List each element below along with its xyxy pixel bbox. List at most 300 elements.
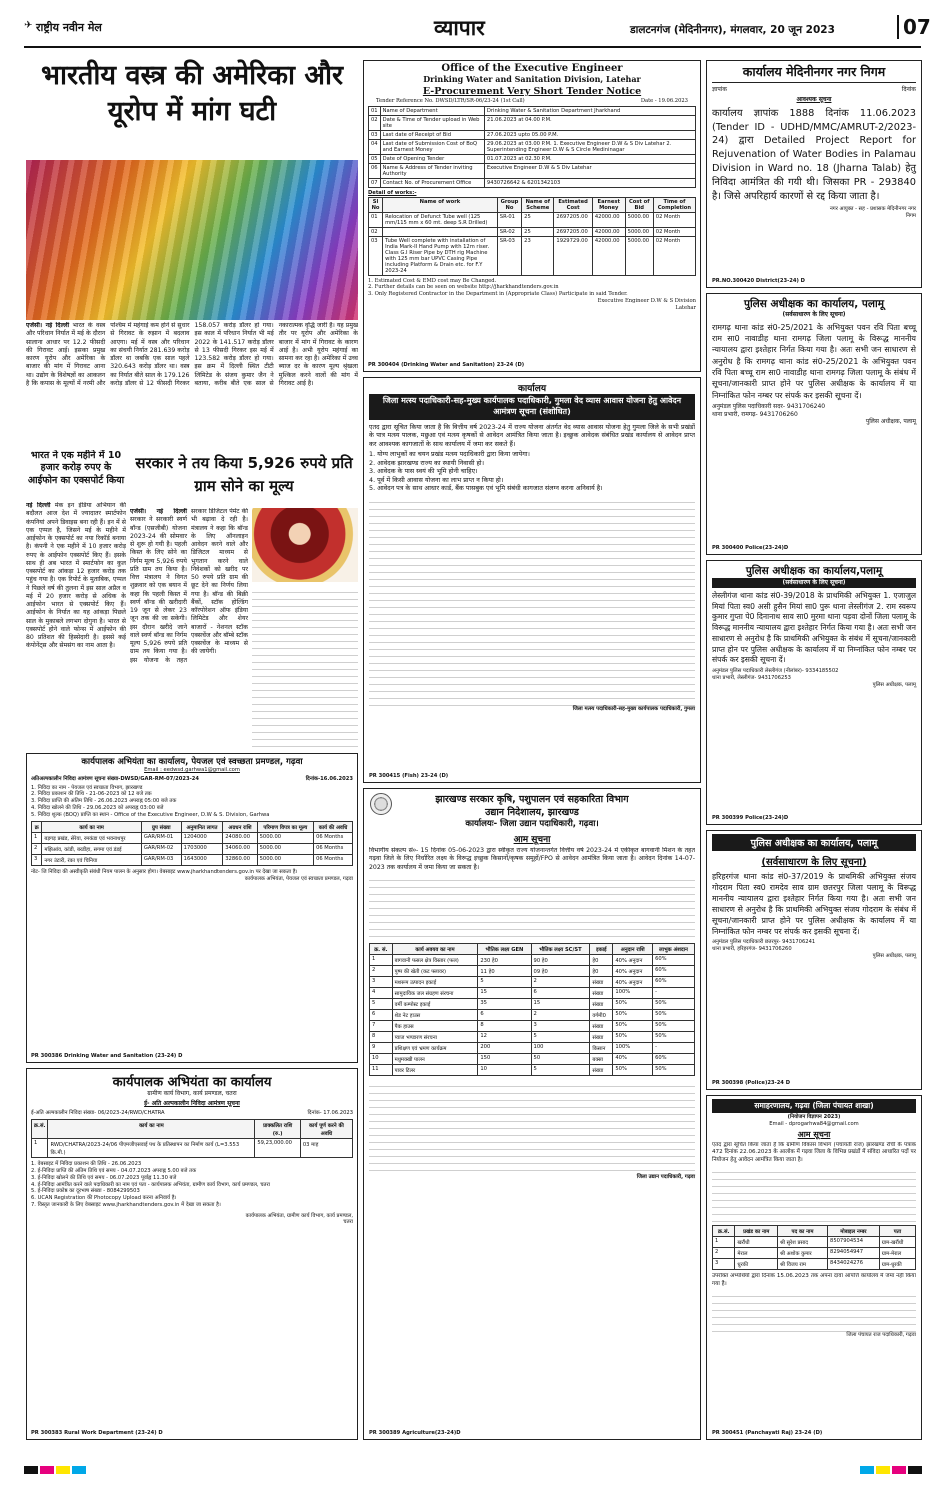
table-cell: 11 हे0 [478,965,531,976]
table-cell: 42000.00 [592,236,625,275]
table-header-cell: इकाई [590,943,613,954]
police1-body: रामगढ़ थाना कांड सं0-25/2021 के अभियुक्त पवन रवि पिता बच्चू राम सा0 नावाडीह थाना रामगढ़ जिला पलामू के विरूद्ध माननीय न्यायालय द्वारा इश्तेहार निर्गत किया गया है। अतः सभी जन साधारण से अनुरोध है कि रामगढ़ थाना कांड सं0-25/2021 के अभियुक्त पवन रवि पिता बच्चू राम सा0 नावाडीह थाना रामगढ़ जिला पलामू के संबंध में सूचना/जानकारी प्राप्त होने पर पुलिस अधीक्षक के कार्यालय में या निम्नांकित फोन नम्बर पर संपर्क कर इसकी सूचना दें। [712,322,916,400]
table-cell: 5 [370,998,393,1009]
sam-pr: PR 300451 (Panchayati Raj) 23-24 (D) [712,1430,823,1437]
table-cell: 5000.00 [625,227,653,236]
table-cell: मधुमक्खी पालन [392,1053,478,1064]
table-cell: 59,23,000.00 [255,1139,301,1158]
list-item: 4. पूर्व में किसी आवास योजना का लाभ प्राप्त न किया हो। [369,475,504,484]
latehar-signature: Executive Engineer D.W & S Division Latehar [597,297,696,311]
table-header-cell: पद का नाम [778,1226,828,1237]
garhwa-table [31,821,353,866]
table-cell: 34060.00 [223,844,257,855]
paper-name: राष्ट्रीय नवीन मेल [36,21,102,34]
table-cell: 60% [653,954,695,965]
table-row [370,1009,695,1020]
horti-pr: PR 300389 Agriculture(23-24)D [369,1430,461,1437]
table-cell: 40% अनुदान [613,965,653,976]
chatra-ref: ई-अति अल्पकालीन निविदा संख्या- 06/2023-24/RWD/CHATRA [31,1109,165,1116]
horti-notice-label: आम सूचना [513,835,551,845]
info-row [369,130,696,139]
chatra-pr: PR 300383 Rural Work Department (23-24) D [31,1430,163,1437]
nagar-nigam-notice [706,60,922,288]
table-header-row [370,943,695,954]
table-cell: 60% [653,976,695,987]
horti-signature: जिला उद्यान पदाधिकारी, गढ़वा [636,1173,695,1180]
list-item: 3. आवेदक के पास स्वयं की भूमि होनी चाहिए। [369,467,478,476]
table-cell: धुरकी [735,1259,778,1270]
info-row [369,154,696,163]
article3-body-left [130,508,248,748]
registration-mark-black-right [908,1466,922,1474]
list-item: 6. UCAN Registration की Photocopy Upload करना अनिवार्य है। [31,1195,177,1202]
table-cell: Relocation of Defunct Tube well (125 mm/115 mm x 60 mt. deep S.R Drilled) [383,212,498,227]
table-cell: 40% अनुदान [613,976,653,987]
registration-mark-cyan-right [860,1466,874,1474]
table-row [370,1020,695,1031]
tender-chatra [26,1068,358,1440]
table-header-cell: Sl No [369,197,383,212]
table-cell: 150 [478,1053,531,1064]
table-cell: 09 हे0 [531,965,590,976]
table-header-cell: क्र [32,822,42,833]
table-cell: 50% [613,1064,653,1075]
sam-signature: जिला पंचायत राज पदाधिकारी, गढ़वा [846,1332,916,1339]
police3-title: पुलिस अधीक्षक का कार्यालय, पलामू [712,834,916,851]
police2-signature: पुलिस अधीक्षक, पलामू [872,681,916,688]
list-item: 3. Only Registered Contractor in the Department in (Appropriate Class) Participate in said Tender. [368,291,628,297]
table-cell: 8 [370,1031,393,1042]
table-cell: Last date of Submission Cost of BoQ and Earnest Money [380,139,484,154]
table-cell: 3 [32,855,42,866]
table-cell: 15 [478,987,531,998]
table-cell: 230 हे0 [478,954,531,965]
samaharnalay-notice [706,1095,922,1440]
table-cell: 50% [653,998,695,1009]
garhwa-title: अतिअल्पकालीन निविदा आमंत्रण सूचना संख्या-DWSD/GAR-RM-07/2023-24 [31,775,199,782]
table-cell: 5 [478,976,531,987]
table-cell: 1703000 [181,844,223,855]
table-cell: 50 [531,1053,590,1064]
nigam-date-label: दिनांक [901,86,916,93]
table-header-cell: कार्य का नाम [42,822,141,833]
table-header-cell: लाभुक अंशदान [653,943,695,954]
fisheries-title: जिला मत्स्य पदाधिकारी-सह-मुख्य कार्यपालक पदाधिकारी, गुमला वेद व्यास आवास योजना हेतु आवेदन आमंत्रण सूचना (संशोधित) [369,394,695,420]
table-cell: 5000.00 [625,236,653,275]
tender-garhwa [26,753,358,1063]
police2-body: लेस्लीगंज थाना कांड सं0-39/2018 के प्राथमिकी अभियुक्त 1. एजाजुल मियां पिता स्व0 असी हुसैन मियां सा0 पुरू थाना लेस्लीगंज 2. राम स्वरूप कुमार गुप्ता पे0 दिनानाथ साव सा0 मुरमा थाना पड़वा दोनों जिला पलामू के विरूद्ध माननीय न्यायालय द्वारा इश्तेहार निर्गत किया गया है। अतः सभी जन साधारण से अनुरोध है कि प्राथमिकी अभियुक्त के संबंध में सूचना/जानकारी प्राप्त होन पर पुलिस अधीक्षक के कार्यालय में या निम्नांकित फोन नम्बर पर संपर्क कर इसकी सूचना दें। [712,590,916,665]
table-cell: Name & Address of Tender inviting Authority [380,163,484,178]
table-cell: 05 [369,154,381,163]
table-cell: 12 [478,1031,531,1042]
table-cell: 29.06.2023 at 03.00 P.M. 1. Executive Engineer D.W & S Div Latehar 2. Superintending Engineer D.W & S Circle Medininagar [484,139,695,154]
table-cell: नगर उंटारी, रंका एवं चिनिया [42,855,141,866]
latehar-info-table [368,106,696,188]
table-cell: 6 [370,1009,393,1020]
article3-text: सरकार ने सरकारी स्वर्ण बॉन्ड (एसजीबी) योजना 2023-24 की सोमवार से शुरू हो गयी है। पहली किस्त के लिए सोने का निर्गम मूल्य 5,926 रुपये प्रति ग्राम तय किया है। वित्त मंत्रालय ने विगत शुक्रवार को एक बयान में कहा कि पहली किस्त में स्वर्ण बॉन्ड की खरीदारी 19 जून से लेकर 23 जून तक की जा सकेगी। इस दौरान खरीदे जाने वाले स्वर्ण बॉन्ड का निर्गम मूल्य 5,926 रुपये प्रति ग्राम तय किया गया है। इस योजना के तहत सरकार डिजिटल पेमेंट की भी बढ़ावा दे रही है। मंत्रालय ने कहा कि बॉन्ड के लिए ऑनलाइन आवेदन करने वाले और डिजिटल माध्यम से भुगतान करने वाले निवेशकों को खरीद पर 50 रुपये प्रति ग्राम की छूट देने का निर्णय लिया गया है। बॉन्ड की बिक्री बैंकों, स्टॉक होल्डिंग कॉरपोरेशन ऑफ इंडिया लिमिटेड और शेयर बाजारों - नेशनल स्टॉक एक्सचेंज और बॉम्बे स्टॉक एक्सचेंज के माध्यम से की जायेगी। [130,508,248,664]
table-cell: श्री विजय राम [778,1259,828,1270]
chatra-dept: ग्रामीण कार्य विभाग, कार्य प्रमण्डल, चतरा [147,1090,237,1097]
article3-body-right [252,586,358,748]
horti-directorate: उद्यान निदेशालय, झारखण्ड [485,807,579,818]
list-item: 3. ई-निविदा खोलने की तिथि एवं समय - 06.07.2023 पूर्वाह्न 11.30 बजे [31,1174,177,1181]
chatra-title: ई- अति अल्पकालीन निविदा आमंत्रण सूचना [144,1099,240,1107]
table-cell: 27.06.2023 upto 05.00 P.M. [484,130,695,139]
table-cell: ग्राम-धुरकी [879,1259,915,1270]
table-header-cell: परिमाण विपत्र का मूल्य [257,822,313,833]
list-item: 1. Estimated Cost & EMD cost may Be Changed. [368,277,497,284]
registration-mark-yellow-left [56,1466,70,1474]
police-notice-2 [706,560,922,825]
table-cell: 9 [370,1042,393,1053]
table-cell: Executive Engineer D.W & S Div Latehar [484,163,695,178]
table-cell: वर्मी कम्पोस्ट इकाई [392,998,478,1009]
table-cell: 3 [713,1259,735,1270]
police2-subtitle: (सर्वसाधारण के लिए सूचना) [712,578,916,588]
nigam-pr: PR.NO.300420 District(23-24) D [712,278,805,285]
table-cell: 35 [478,998,531,1009]
garhwa-date: दिनांक-16.06.2023 [305,775,353,782]
table-header-cell: Name of work [383,197,498,212]
table-header-cell: Time of Completion [653,197,695,212]
table-cell: 15 [531,998,590,1009]
table-cell: 8 [478,1020,531,1031]
table-cell: 06 [369,163,381,178]
table-cell: 50% [613,1020,653,1031]
table-cell: पावर टिलर [392,1064,478,1075]
chatra-signature: कार्यपालक अभियंता, ग्रामीण कार्य विभाग, कार्य प्रमण्डल, चतरा [245,1212,353,1226]
table-cell: 50% [613,1031,653,1042]
table-cell: 25 [522,212,554,227]
police1-pr: PR 300400 Police(23-24)D [712,545,789,552]
garhwa-pr: PR 300386 Drinking Water and Sanitation (23-24) D [31,1053,183,1060]
table-cell: 60% [653,1053,695,1064]
table-header-cell: Group No [497,197,521,212]
table-header-cell: क्र.सं. [713,1226,735,1237]
table-cell: 1 [32,833,42,844]
horti-body: विभागीय संकल्प सं०- 15 दिनांक 05-06-2023 द्वारा स्वीकृत राज्य योजनान्तर्गत वित्तीय वर्ष 2023-24 में एकीकृत बागवानी मिशन के तहत गढ़वा जिले के लिए निर्धारित लक्ष्य के विरूद्ध इच्छुक किसानों/कृषक समूहों/FPO से आवेदन आमंत्रित किया जाता है। आवेदन दिनांक 14-07-2023 तक कार्यालय में जमा किया जा सकता है। [369,847,695,871]
table-cell: 90 हे0 [531,954,590,965]
table-cell: पुष्प की खेती (कट फ्लावर) [392,965,478,976]
table-cell: सामुदायिक जल संग्रहण संरचना [392,987,478,998]
registration-mark-yellow-right [876,1466,890,1474]
table-header-cell: Earnest Money [592,197,625,212]
sam-title: समाहरणालय, गढ़वा (जिला पंचायत शाखा) [712,1099,916,1113]
table-cell: संख्या [590,1031,613,1042]
table-cell: 200 [478,1042,531,1053]
table-cell: Contact No. of Procurement Office [380,178,484,187]
table-cell: 1 [370,954,393,965]
table-cell: 23 [522,236,554,275]
table-header-cell: क्र.सं. [32,1120,48,1139]
table-header-cell: Name of Scheme [522,197,554,212]
sam-filler-2 [712,1290,916,1332]
article3-image [252,508,358,582]
list-item: 4. ई-निविदा आमंत्रित करने वाले पदाधिकारी का नाम एवं पता - कार्यपालक अभियंता, ग्रामीण कार्य विभाग, कार्य प्रमण्डल, चतरा [31,1181,270,1188]
garhwa-signature: कार्यपालक अभियंता, पेयजल एवं स्वच्छता प्रमण्डल, गढ़वा [244,876,353,882]
table-cell: संख्या [590,1064,613,1075]
chatra-office: कार्यपालक अभियंता का कार्यालय [112,1075,272,1090]
sam-subtitle: (नियोजन विज्ञापन 2023) [787,1114,841,1120]
table-cell: 8434024276 [828,1259,880,1270]
work-row [369,227,696,236]
table-cell: 2697205.00 [554,227,592,236]
latehar-ref: Tender Reference No. DWSD/LTR/SR-06/23-24 (1st Call) [376,98,525,104]
garhwa-lines [31,785,353,819]
table-cell: 03 माह [300,1139,352,1158]
table-cell: 2 [713,1248,735,1259]
table-cell: Last date of Receipt of Bid [380,130,484,139]
fisheries-list [369,450,695,493]
list-item: 3. निविदा प्राप्ति की अंतिम तिथि - 26.06.2023 अपराह्न 05:00 बजे तक [31,798,177,804]
table-cell: 10 [370,1053,393,1064]
article1-headline: भारतीय वस्त्र की अमेरिका और यूरोप में मांग घटी [40,60,343,127]
police3-body: हरिहरगंज थाना कांड सं0-37/2019 के प्राथमिकी अभियुक्त संजय गोदराम पिता स्व0 रामदेव साव ग्राम छतरपुर जिला पलामू के विरूद्ध माननीय न्यायालय द्वारा इश्तेहार निर्गत किया गया है। अतः सभी जन साधारण से अनुरोध है कि प्राथमिकी अभियुक्त संजय गोदराम के संबंध में सूचना/जानकारी प्राप्त होने पर पुलिस अधीक्षक के कार्यालय में या निम्नांकित फोन नम्बर पर संपर्क कर इसकी सूचना दें। [712,872,916,937]
police1-contact2: थाना प्रभारी, रामगढ़- 9431706260 [712,410,798,418]
table-cell: 100% [613,1042,653,1053]
table-cell: Drinking Water & Sanitation Department Jharkhand [484,106,695,115]
work-row [369,212,696,227]
table-cell: 1929729.00 [554,236,592,275]
table-cell: 5000.00 [257,855,313,866]
table-cell: प्याज भण्डारण संरचना [392,1031,478,1042]
table-header-cell: अनुदान राशि [613,943,653,954]
table-row [370,1031,695,1042]
horti-table [369,943,695,1076]
article3-headline: सरकार ने तय किया 5,926 रुपये प्रति ग्राम सोने का मूल्य [135,454,353,495]
article1-body [26,322,358,446]
table-cell: श्री सुरेश प्रसाद [778,1237,828,1248]
table-header-cell: भौतिक लक्ष्य SC/ST [531,943,590,954]
list-item: 4. निविदा खोलने की तिथि - 29.06.2023 को अपराह्न 03:00 बजे [31,804,164,811]
police3-subtitle: (सर्वसाधारण के लिए सूचना) [761,857,867,868]
police-notice-3 [706,830,922,1090]
chatra-lines [31,1161,353,1208]
state-emblem-icon [370,793,392,815]
horti-filler [369,874,695,940]
work-row [369,236,696,275]
table-row [370,998,695,1009]
table-cell: 8507904534 [828,1237,880,1248]
list-item: 1. योग्य लाभुकों का चयन प्रखंड मत्स्य पदाधिकारी द्वारा किया जायेगा। [369,450,530,459]
police2-contact1: अनुमंडल पुलिस पदाधिकारी लेस्लीगंज (नीलांबर)- 9334185502 [712,668,839,675]
table-row [713,1248,916,1259]
paper-logo-icon: ✈ [24,20,33,31]
article2 [26,450,126,750]
table-cell: GAR/RM-01 [141,833,181,844]
table-cell: 1204000 [181,833,223,844]
page-number: 07 [897,15,931,39]
table-cell: संख्या [590,1020,613,1031]
table-cell: 50% [613,1009,653,1020]
table-cell: बक्सा [590,1053,613,1064]
police1-subtitle: (सर्वसाधारण के लिए सूचना) [782,311,846,318]
latehar-notes [368,278,696,298]
table-header-cell: कार्य की अवधि [314,822,353,833]
table-header-cell: अनुमानित लागत [181,822,223,833]
table-cell: 5000.00 [257,844,313,855]
info-row [369,115,696,130]
table-cell: संख्या [590,976,613,987]
table-cell: 42000.00 [592,227,625,236]
list-item: 5. निविदा शुल्क (BOQ) प्राप्ति का स्थान - Office of the Executive Engineer, D.W & S. Division, Garhwa [31,811,270,818]
table-cell: 1 [713,1237,735,1248]
horti-filler-2 [369,1080,695,1172]
nigam-notice-label: आवश्यक सूचना [796,95,832,103]
table-header-row [713,1226,916,1237]
info-row [369,163,696,178]
table-cell [383,227,498,236]
list-item: 7. विस्तृत जानकारी के लिए वेबसाइट www.jharkhandtenders.gov.in में देखा जा सकता है। [31,1201,221,1208]
table-cell: ग्राम-खरौंधी [879,1237,915,1248]
sam-email: Email - dprogarhwa84@gmail.com [769,1120,859,1127]
list-item: 5. ई-निविदा प्रकोष्ठ का दूरभाष संख्या - 8084299503 [31,1188,140,1195]
table-cell: Date of Opening Tender [380,154,484,163]
table-cell: संख्या [590,987,613,998]
info-row [369,106,696,115]
table-cell: Name of Department [380,106,484,115]
table-cell: 50% [653,1031,695,1042]
list-item: 2. Further details can be seen on website http://jharkhandtenders.gov.in [368,284,559,291]
table-row [32,855,353,866]
table-cell: 6 [478,1009,531,1020]
table-cell: 02 Month [653,236,695,275]
table-cell: 5 [531,1064,590,1075]
table-cell: 1643000 [181,855,223,866]
list-item: 1. निविदा का नाम - पेयजल एवं स्वच्छता विभाग, झारखण्ड [31,784,143,791]
table-cell: मेराल [735,1248,778,1259]
table-cell: 06 Months [314,844,353,855]
table-cell: 100 [531,1042,590,1053]
sam-notice-label: आम सूचना [797,1129,831,1139]
section-title: व्यापार [434,16,485,40]
table-cell: - [653,1042,695,1053]
table-header-row [369,197,696,212]
table-cell: 01.07.2023 at 02.30 P.M. [484,154,695,163]
table-header-cell: कार्य का नाम [48,1120,255,1139]
table-cell: हे0 [590,954,613,965]
nigam-letter-label: ज्ञापांक [712,86,727,93]
police1-signature: पुलिस अधीक्षक, पलामू [865,418,916,426]
table-cell: 5 [531,1031,590,1042]
police1-title: पुलिस अधीक्षक का कार्यालय, पलामू [744,298,884,310]
garhwa-email: Email : eedwsd.garhwa1@gmail.com [144,767,240,773]
chatra-date: दिनांक- 17.06.2023 [307,1109,353,1116]
table-cell: 5000.00 [625,212,653,227]
table-header-cell: Cost of Bid [625,197,653,212]
police1-contact1: अनुमंडल पुलिस पदाधिकारी सदर- 9431706240 [712,402,826,410]
table-cell: 3 [531,1020,590,1031]
table-cell: वर्गमी0 [590,1009,613,1020]
table-row [370,976,695,987]
table-cell: - [653,987,695,998]
police3-signature: पुलिस अधीक्षक, पलामू [872,952,916,959]
table-cell: ग्राम-मेराल [879,1248,915,1259]
table-cell: Tube Well complete with installation of India Mark-II Hand Pump with 12m riser. Class G.I Riser Pipe by DTH rig Machine with 125 mm bar UPVC Casing Pipe including Platform & Drain etc. for F.Y 2023-24 [383,236,498,275]
table-cell: 40% [613,1053,653,1064]
table-cell: श्री अशोक कुमार [778,1248,828,1259]
article1-dateline: एजेंसी। नई दिल्ली [26,322,70,329]
table-cell: SR-03 [497,236,521,275]
table-row [370,1053,695,1064]
fisheries-signature: जिला मत्स्य पदाधिकारी-सह-मुख्य कार्यपालक पदाधिकारी, गुमला [572,705,695,712]
police2-pr: PR 300399 Police(23-24)D [712,815,789,822]
list-item: 2. निविदा प्रकाशन की तिथि - 21-06-2023 को 12 बजे तक [31,791,152,798]
article1-image [26,160,358,320]
table-header-cell: पता [879,1226,915,1237]
list-item: 2. आवेदक झारखण्ड राज्य का स्थायी निवासी हो। [369,458,484,467]
table-row [370,954,695,965]
table-header-row [32,1120,353,1139]
table-row [713,1237,916,1248]
table-cell: GAR/RM-03 [141,855,181,866]
table-cell: किसान [590,1042,613,1053]
police3-contact1: अनुमंडल पुलिस पदाधिकारी छतरपुर- 9431706241 [712,939,816,946]
table-cell: प्रशिक्षण एवं भ्रमण कार्यक्रम [392,1042,478,1053]
table-cell: 40% अनुदान [613,954,653,965]
police3-pr: PR 300398 (Police)23-24 D [712,1080,791,1087]
table-row [370,965,695,976]
horti-dept: झारखण्ड सरकार कृषि, पशुपालन एवं सहकारिता विभाग [435,794,629,805]
article2-body [26,502,126,750]
table-cell: 50% [613,998,653,1009]
latehar-works-table [368,197,696,276]
table-cell: मशरूम उत्पादन इकाई [392,976,478,987]
table-cell: मझिआंव, कांडी, बरडीहा, सगमा एवं डंडई [42,844,141,855]
garhwa-office: कार्यपालक अभियंता का कार्यालय, पेयजल एवं स्वच्छता प्रमण्डल, गढ़वा [81,757,303,767]
table-header-cell: भौतिक लक्ष्य GEN [478,943,531,954]
chatra-table [31,1119,353,1158]
table-cell: हे0 [590,965,613,976]
table-cell: 06 Months [314,833,353,844]
table-cell: 4 [370,987,393,998]
list-item: 1. वेबसाइट में निविदा प्रकाशन की तिथि - 26.06.2023 [31,1161,142,1168]
table-cell: 10 [478,1064,531,1075]
table-cell: संख्या [590,998,613,1009]
table-header-cell: मोबाइल नम्बर [828,1226,880,1237]
police3-contact2: थाना प्रभारी, हरिहरगंज- 9431706260 [712,946,792,953]
table-cell: 100% [613,987,653,998]
table-row [370,1042,695,1053]
table-header-cell: अग्रधन राशि [223,822,257,833]
table-cell: 7 [370,1020,393,1031]
article2-dateline: नई दिल्ली [26,502,51,509]
table-cell: SR-01 [497,212,521,227]
table-cell: 02 [369,227,383,236]
table-cell: 50% [653,1009,695,1020]
table-cell: 6 [531,987,590,998]
article1-text: भारत के वस्त्र और परिधान निर्यात में मई के दौरान सालाना आधार पर 12.2 फीसदी की गिरावट आई। इसका प्रमुख कारण यूरोप और अमेरिका के बाजार की मांग में गिरावट आना था। उद्योग के विशेषज्ञों का आकलन है कि कपास के मूल्यों में नरमी और पश्चिम में महंगाई कम होने से सुधार से गिरावट के रुझान में बदलाव आएगा। मई में वस्त्र और परिधान का संचयी निर्यात 281.639 करोड़ डॉलर था जबकि एक साल पहले 320.643 करोड़ डॉलर था। वस्त्र का निर्यात बीते साल के 179.126 करोड़ डॉलर से 12 फीसदी गिरकर 158.057 करोड़ डॉलर हो गया। इस काल में परिधान निर्यात भी मई 2022 के 141.517 करोड़ डॉलर से 13 फीसदी गिरकर इस मई में 123.582 करोड़ डॉलर हो गया। इस क्रम में दिल्ली स्थित टीटी लिमिटेड के संजय कुमार जैन ने बताया, करीब बीते एक साल से नकारात्मक वृद्धि जारी है। यह प्रमुख तौर पर यूरोप और अमेरिका के बाजार में मांग में गिरावट के कारण आई है। अभी यूरोप महंगाई का सामना कर रहा है। अमेरिका में उच्च ब्याज दर के कारण मूल्य श्रृंखला मुश्किल करने वालों की मांग में गिरावट आई है। [26,322,358,387]
table-cell: 04 [369,139,381,154]
latehar-date: Date - 19.06.2023 [640,98,688,104]
registration-mark-pink-right [892,1466,906,1474]
table-cell: 02 [369,115,381,130]
table-cell: 2697205.00 [554,212,592,227]
latehar-pr: PR 300404 (Drinking Water and Sanitation) 23-24 (D) [368,362,525,369]
table-cell: 42000.00 [592,212,625,227]
horticulture-notice [363,788,701,1440]
table-header-cell: Estimated Cost [554,197,592,212]
table-row [370,1064,695,1075]
table-cell: बागवानी फसल क्षेत्र विस्तार (फल) [392,954,478,965]
table-cell: 2 [531,1009,590,1020]
table-header-cell: कार्य अवयव का नाम [392,943,478,954]
table-cell: RWD/CHATRA/2023-24/06 पीएमजीएसवाई पथ के प्रतिस्थापन का निर्माण कार्य (L=3.553 कि.मी.) [48,1139,255,1158]
table-cell: 01 [369,106,381,115]
table-header-cell: प्राक्कलित राशि (रु.) [255,1120,301,1139]
horti-office: कार्यालयः- जिला उद्यान पदाधिकारी, गढ़वा। [465,819,599,829]
table-cell: 03 [369,130,381,139]
